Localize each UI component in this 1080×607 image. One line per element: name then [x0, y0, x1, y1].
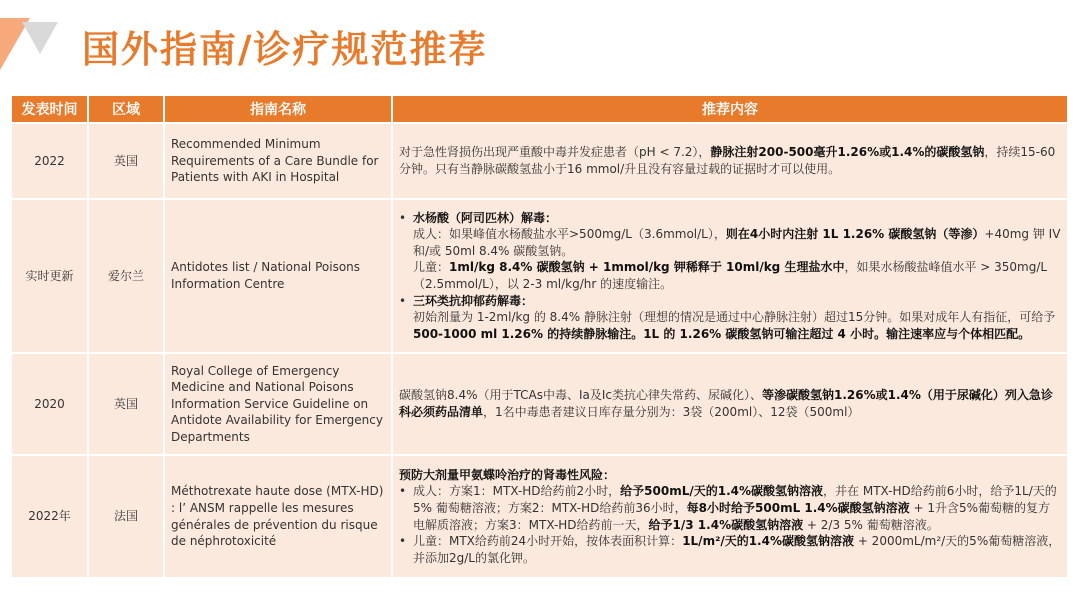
content-emphasis: 给予1/3 1.4%碳酸氢钠溶液 [648, 517, 804, 532]
content-text: ，如果水杨酸盐峰值水平 > 350mg/L（2.5mmol/L），以 2-3 ml/kg/hr 的速度输注。 [413, 260, 1048, 291]
section-heading [399, 467, 1061, 484]
content-text: 成人：如果峰值水杨酸盐水平>500mg/L（3.6mmol/L）， [413, 227, 726, 242]
content-emphasis: 则在4小时内注射 1L 1.26% 碳酸氢钠（等渗） [725, 227, 985, 242]
bullet-detail [399, 309, 1061, 342]
bullet-item [399, 483, 1061, 533]
content-text: 儿童：MTX给药前24小时开始，按体表面积计算： [413, 534, 683, 549]
content-emphasis: 给予500mL/天的1.4%碳酸氢钠溶液 [620, 484, 824, 499]
table-header-row [12, 96, 1067, 124]
cell-guide-name: Recommended Minimum Requirements of a Care Bundle for Patients with AKI in Hospital [165, 124, 393, 200]
cell-recommendation [393, 200, 1067, 354]
content-text: ，并在 MTX-HD给药前6小时，给予1L/天的5% 葡萄糖溶液；方案2：MTX-HD给药前36小时， [413, 484, 1057, 515]
content-text: 儿童： [413, 260, 450, 275]
cell-region: 英国 [89, 124, 165, 200]
cell-date: 2022年 [12, 456, 89, 579]
header-date: 发表时间 [12, 96, 89, 124]
bullet-dot-icon: • [399, 484, 407, 499]
content-text: + 2000mL/m²/天的5%葡萄糖溶液，并添加2g/L的氯化钾。 [413, 534, 1061, 565]
bullet-dot-icon: • [399, 293, 407, 308]
content-emphasis: 1ml/kg 8.4% 碳酸氢钠 + 1mmol/kg 钾稀释于 10ml/kg 生理盐水中 [449, 260, 845, 275]
content-emphasis: 等渗碳酸氢钠1.26%或1.4%（用于尿碱化）列入急诊科必须药品清单 [399, 388, 1053, 419]
cell-region: 法国 [89, 456, 165, 579]
guideline-table [12, 96, 1067, 579]
table-row [12, 456, 1067, 579]
cell-guide-name: Méthotrexate haute dose (MTX-HD) : l’ ANSM rappelle les mesures générales de prévention du risque de néphrotoxicité [165, 456, 393, 579]
cell-guide-name: Antidotes list / National Poisons Information Centre [165, 200, 393, 354]
bullet-heading: 水杨酸（阿司匹林）解毒： [413, 210, 558, 225]
bullet-dot-icon: • [399, 210, 407, 225]
cell-guide-name: Royal College of Emergency Medicine and National Poisons Information Service Guideline on Antidote Availability for Emergency Departments [165, 354, 393, 456]
content-text: 初始剂量为 1-2ml/kg 的 8.4% 静脉注射（理想的情况是通过中心静脉注射）超过15分钟。如果对成年人有指征，可给予 [413, 310, 1056, 325]
content-emphasis: 1L/m²/天的1.4%碳酸氢钠溶液 [682, 534, 854, 549]
content-emphasis: 每8小时给予500mL 1.4%碳酸氢钠溶液 [686, 500, 910, 515]
content-text: +40mg 钾 IV和/或 50ml 8.4% 碳酸氢钠。 [413, 227, 1061, 258]
cell-recommendation [393, 354, 1067, 456]
bullet-text [413, 483, 1061, 533]
bullet-item [399, 210, 1061, 227]
bullet-text [413, 533, 1061, 566]
table-row [12, 354, 1067, 456]
content-text: 成人：方案1：MTX-HD给药前2小时， [413, 484, 621, 499]
cell-date: 2022 [12, 124, 89, 200]
cell-date: 2020 [12, 354, 89, 456]
content-text: + 2/3 5% 葡萄糖溶液。 [803, 517, 939, 532]
cell-recommendation [393, 124, 1067, 200]
cell-recommendation [393, 456, 1067, 579]
content-text: ，持续15-60分钟。只有当静脉碳酸氢盐小于16 mmol/升且没有容量过载的证据时才可以使用。 [399, 145, 1056, 176]
content-text: + 1升含5%葡萄糖的复方电解质溶液；方案3：MTX-HD给药前一天， [413, 500, 1051, 532]
content-text: 对于急性肾损伤出现严重酸中毒并发症患者（pH < 7.2）， [399, 145, 711, 160]
cell-region: 英国 [89, 354, 165, 456]
content-text: ，1名中毒患者建议日库存量分别为：3袋（200ml）、12袋（500ml） [483, 405, 860, 419]
cell-region: 爱尔兰 [89, 200, 165, 354]
cell-date: 实时更新 [12, 200, 89, 354]
bullet-detail [399, 226, 1061, 259]
table-row [12, 200, 1067, 354]
bullet-dot-icon: • [399, 534, 407, 549]
content-text: 碳酸氢钠8.4%（用于TCAs中毒、Ia及Ic类抗心律失常药、尿碱化）、 [399, 388, 762, 403]
content-emphasis: 预防大剂量甲氨蝶呤治疗的肾毒性风险： [399, 467, 616, 482]
bullet-item [399, 533, 1061, 566]
bullet-heading: 三环类抗抑郁药解毒： [413, 293, 534, 308]
page-title: 国外指南/诊疗规范推荐 [82, 28, 488, 71]
table-row [12, 124, 1067, 200]
bullet-item [399, 293, 1061, 310]
content-emphasis: 500-1000 ml 1.26% 的持续静脉输注。1L 的 1.26% 碳酸氢钠可输注超过 4 小时。输注速率应与个体相匹配。 [413, 326, 1031, 341]
content-emphasis: 静脉注射200-500毫升1.26%或1.4%的碳酸氢钠 [710, 145, 985, 160]
bullet-detail [399, 259, 1061, 292]
header-recommendation: 推荐内容 [393, 96, 1067, 124]
triangle-decoration-icon [0, 0, 64, 88]
header-guide-name: 指南名称 [165, 96, 393, 124]
header-region: 区域 [89, 96, 165, 124]
